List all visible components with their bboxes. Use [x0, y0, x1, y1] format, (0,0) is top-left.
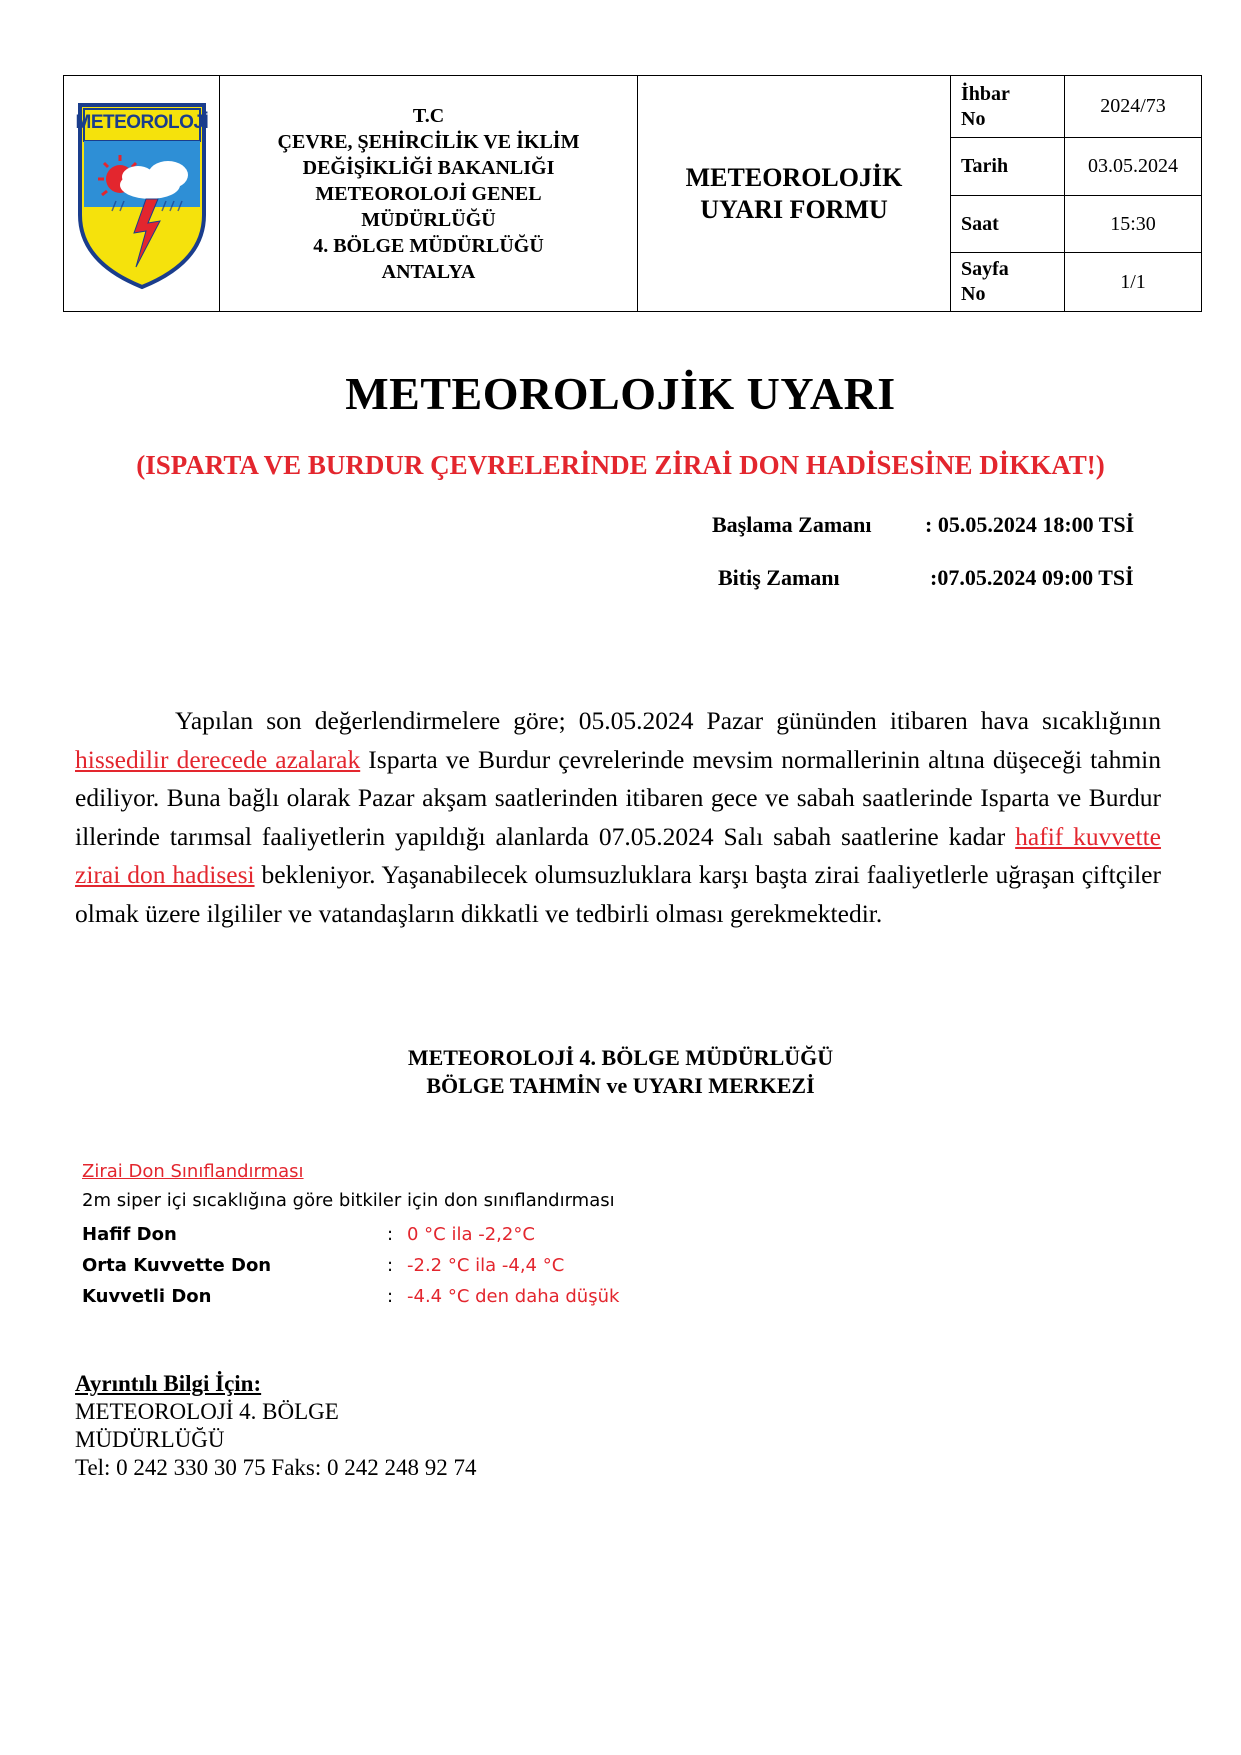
highlight-frost-event: hafif kuvvette zirai don hadisesi [75, 821, 1161, 889]
end-time-label: Bitiş Zamanı [718, 565, 840, 590]
frost-row-colon: : [387, 1224, 394, 1245]
contact-title: Ayrıntılı Bilgi İçin: [75, 1371, 262, 1396]
org-line: ÇEVRE, ŞEHİRCİLİK VE İKLİM [277, 130, 580, 153]
ihbar-no-value: 2024/73 [1065, 76, 1202, 138]
saat-value: 15:30 [1065, 196, 1202, 253]
sayfa-no-label: Sayfa No [951, 253, 1065, 312]
logo-cell [64, 76, 220, 312]
tarih-label: Tarih [951, 138, 1065, 196]
org-line: ANTALYA [381, 260, 476, 283]
issuer-line: BÖLGE TAHMİN ve UYARI MERKEZİ [426, 1073, 815, 1098]
org-line: DEĞİŞİKLİĞİ BAKANLIĞI [302, 156, 555, 179]
main-title: METEOROLOJİK UYARI [345, 368, 896, 419]
header-table [63, 75, 1202, 312]
warning-subtitle: (ISPARTA VE BURDUR ÇEVRELERİNDE ZİRAİ DON HADİSESİNE DİKKAT!) [136, 450, 1105, 480]
saat-label: Saat [951, 196, 1065, 253]
frost-row [82, 1281, 619, 1312]
frost-row-value: -2.2 °C ila -4,4 °C [407, 1255, 565, 1276]
contact-line: METEOROLOJİ 4. BÖLGE [75, 1399, 339, 1424]
form-title-cell [638, 76, 951, 312]
frost-row-value: 0 °C ila -2,2°C [407, 1224, 535, 1245]
org-line: 4. BÖLGE MÜDÜRLÜĞÜ [313, 234, 544, 257]
frost-row [82, 1219, 619, 1250]
tarih-value: 03.05.2024 [1065, 138, 1202, 196]
org-line: METEOROLOJİ GENEL [315, 182, 542, 205]
meteoroloji-logo [76, 97, 208, 291]
form-title-line: METEOROLOJİK [685, 162, 903, 192]
highlight-temperature-drop: hissedilir derecede azalarak [75, 744, 361, 774]
warning-body-paragraph [75, 702, 1161, 933]
start-time-value: : 05.05.2024 18:00 TSİ [925, 512, 1135, 537]
frost-row-name: Hafif Don [82, 1224, 177, 1245]
frost-classification-desc: 2m siper içi sıcaklığına göre bitkiler için don sınıflandırması [82, 1190, 615, 1211]
logo-text: METEOROLOJİ [75, 111, 209, 133]
frost-row-value: -4.4 °C den daha düşük [407, 1286, 620, 1307]
frost-row-colon: : [387, 1286, 394, 1307]
issuer-line: METEOROLOJİ 4. BÖLGE MÜDÜRLÜĞÜ [407, 1045, 834, 1070]
frost-classification-title: Zirai Don Sınıflandırması [82, 1161, 304, 1182]
org-line: MÜDÜRLÜĞÜ [361, 208, 496, 231]
contact-line: MÜDÜRLÜĞÜ [75, 1427, 225, 1452]
form-title-line: UYARI FORMU [700, 194, 888, 224]
frost-row-name: Kuvvetli Don [82, 1286, 212, 1307]
body-text-part: bekleniyor. Yaşanabilecek olumsuzluklara karşı başta zirai faaliyetlerle uğraşan çiftçiler olmak üzere ilgililer ve vatandaşların dikkatli ve tedbirli olması gerekmektedir. [75, 860, 1161, 928]
frost-classification [82, 1161, 619, 1312]
end-time-value: :07.05.2024 09:00 TSİ [930, 565, 1134, 590]
org-cell [220, 76, 638, 312]
frost-row-name: Orta Kuvvette Don [82, 1255, 272, 1276]
start-time-label: Başlama Zamanı [712, 512, 872, 537]
ihbar-no-label: İhbar No [951, 76, 1065, 138]
body-text-part: Isparta ve Burdur çevrelerinde mevsim normallerinin altına düşeceği tahmin ediliyor. Buna bağlı olarak Pazar akşam saatlerinden itibaren gece ve sabah saatlerinde Isparta ve Burdur illerinde tarımsal faaliyetlerin yapıldığı alanlarda 07.05.2024 Salı sabah saatlerine kadar [75, 744, 1161, 851]
frost-row [82, 1250, 619, 1281]
contact-phone-fax: Tel: 0 242 330 30 75 Faks: 0 242 248 92 74 [75, 1455, 477, 1480]
contact-block [75, 1370, 477, 1482]
body-text-part: Yapılan son değerlendirmelere göre; 05.05.2024 Pazar gününden itibaren hava sıcaklığının [175, 706, 1161, 735]
sayfa-no-value: 1/1 [1065, 253, 1202, 312]
issuer-block [0, 1044, 1241, 1100]
org-line: T.C [412, 104, 445, 127]
frost-row-colon: : [387, 1255, 394, 1276]
